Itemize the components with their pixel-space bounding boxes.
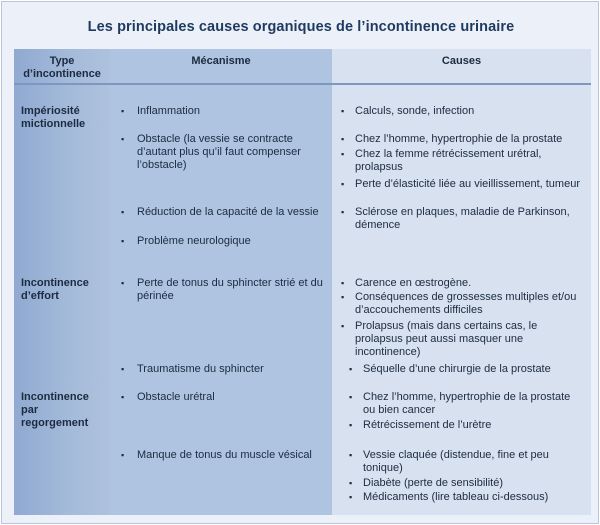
bullet-icon: ▪ bbox=[349, 450, 353, 460]
type-regorgement: Incontinence par regorgement bbox=[21, 391, 89, 429]
cause-femme-uretral: Chez la femme rétrécissement urétral, prolapsus bbox=[355, 148, 542, 173]
mecanisme-inflammation: Inflammation bbox=[137, 105, 200, 117]
cause-retrecissement: Rétrécissement de l’urètre bbox=[363, 419, 492, 431]
mecanisme-tonus-vesical: Manque de tonus du muscle vésical bbox=[137, 449, 312, 461]
mecanisme-obstacle-uretral: Obstacle urétral bbox=[137, 391, 215, 403]
bullet-icon: ▪ bbox=[349, 420, 353, 430]
bullet-icon: ▪ bbox=[341, 149, 345, 159]
bullet-icon: ▪ bbox=[341, 292, 345, 302]
bullet-icon: ▪ bbox=[121, 207, 125, 217]
bullet-icon: ▪ bbox=[349, 492, 353, 502]
mecanisme-obstacle: Obstacle (la vessie se contracte d’autant plus qu’il faut compenser l’obstacle) bbox=[137, 133, 301, 171]
bullet-icon: ▪ bbox=[121, 364, 125, 374]
card-frame bbox=[1, 1, 599, 524]
bullet-icon: ▪ bbox=[341, 134, 345, 144]
bullet-icon: ▪ bbox=[121, 450, 125, 460]
cause-vessie: Vessie claquée (distendue, fine et peu tonique) bbox=[363, 449, 549, 474]
mecanisme-neuro: Problème neurologique bbox=[137, 235, 251, 247]
bullet-icon: ▪ bbox=[349, 364, 353, 374]
header-separator bbox=[14, 83, 591, 85]
cause-medicaments: Médicaments (lire tableau ci-dessous) bbox=[363, 491, 549, 503]
cause-homme-prostate: Chez l’homme, hypertrophie de la prostate bbox=[355, 133, 563, 145]
mecanisme-reduction: Réduction de la capacité de la vessie bbox=[137, 206, 319, 218]
cause-diabete: Diabète (perte de sensibilité) bbox=[363, 477, 504, 489]
cause-sequelle: Séquelle d’une chirurgie de la prostate bbox=[363, 363, 551, 375]
table-title: Les principales causes organiques de l’incontinence urinaire bbox=[87, 19, 515, 35]
mecanisme-tonus-sphincter: Perte de tonus du sphincter strié et du périnée bbox=[137, 277, 323, 302]
bullet-icon: ▪ bbox=[349, 478, 353, 488]
mecanisme-traumatisme: Traumatisme du sphincter bbox=[137, 363, 264, 375]
cause-grossesses: Conséquences de grossesses multiples et/ou d’accouchements difficiles bbox=[355, 291, 577, 316]
type-effort: Incontinence d’effort bbox=[21, 277, 89, 302]
bullet-icon: ▪ bbox=[121, 236, 125, 246]
cause-homme-cancer: Chez l’homme, hypertrophie de la prostate ou bien cancer bbox=[363, 391, 571, 416]
header-causes: Causes bbox=[441, 55, 482, 67]
bullet-icon: ▪ bbox=[341, 207, 345, 217]
cause-sclerose: Sclérose en plaques, maladie de Parkinson, démence bbox=[355, 206, 570, 231]
bullet-icon: ▪ bbox=[121, 134, 125, 144]
causes-table bbox=[14, 49, 591, 515]
cause-prolapsus: Prolapsus (mais dans certains cas, le prolapsus peut aussi masquer une incontinence) bbox=[355, 320, 538, 358]
cause-elasticite: Perte d’élasticité liée au vieillissement, tumeur bbox=[355, 178, 580, 190]
header-type: Type d’incontinence bbox=[23, 55, 101, 80]
bullet-icon: ▪ bbox=[121, 106, 125, 116]
type-imperiosite: Impériosité mictionnelle bbox=[21, 105, 86, 130]
bullet-icon: ▪ bbox=[121, 278, 125, 288]
bullet-icon: ▪ bbox=[341, 179, 345, 189]
cause-carence: Carence en œstrogène. bbox=[355, 277, 472, 289]
bullet-icon: ▪ bbox=[349, 392, 353, 402]
bullet-icon: ▪ bbox=[121, 392, 125, 402]
cause-calculs: Calculs, sonde, infection bbox=[355, 105, 475, 117]
bullet-icon: ▪ bbox=[341, 278, 345, 288]
bullet-icon: ▪ bbox=[341, 321, 345, 331]
header-mecanisme: Mécanisme bbox=[191, 55, 251, 67]
bullet-icon: ▪ bbox=[341, 106, 345, 116]
